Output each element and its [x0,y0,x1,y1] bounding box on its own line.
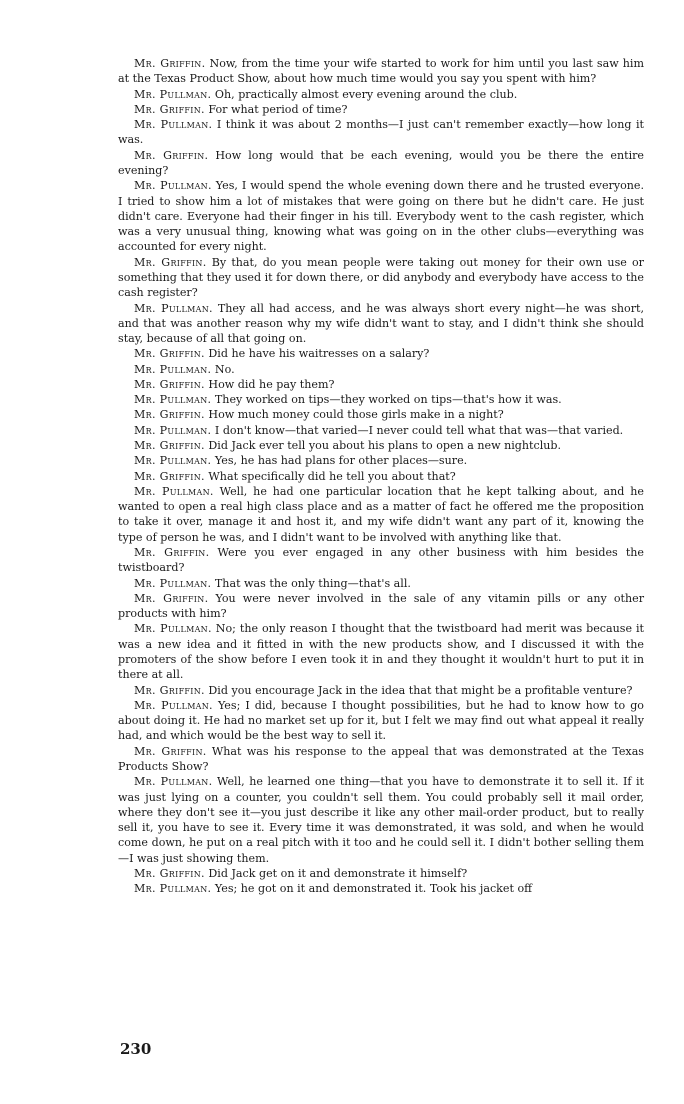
testimony-paragraph [118,744,644,775]
speaker-name: Mr. Pullman. [134,882,212,896]
transcript-body [118,56,644,896]
speaker-name: Mr. Griffin. [134,347,205,361]
testimony-text: Yes, he has had plans for other places—sure. [214,454,468,468]
testimony-paragraph [118,591,644,622]
testimony-text: Yes, I would spend the whole evening down there and he trusted everyone. I tried to show him a lot of mistakes that were going on there but he didn't care. He just didn't care. Everyone had their finger in his till. Everybody went to the cash register, which was a very unusual thing, knowing what was going on in the other clubs—everything was accounted for every night. [118,179,644,254]
testimony-text: Yes; he got on it and demonstrated it. Took his jacket off [214,882,533,896]
testimony-text: Yes; I did, because I thought possibilities, but he had to know how to go about doing it. He had no market set up for it, but I felt we may find out what appeal it really had, and which would be the best way to sell it. [118,698,644,743]
speaker-name: Mr. Pullman. [134,87,212,101]
testimony-paragraph [118,301,644,347]
testimony-text: How much money could those girls make in a night? [208,408,504,422]
testimony-text: What specifically did he tell you about that? [208,469,456,483]
speaker-name: Mr. Griffin. [134,408,205,422]
testimony-paragraph [118,423,644,438]
testimony-paragraph [118,621,644,682]
testimony-paragraph [118,102,644,117]
testimony-paragraph [118,545,644,576]
testimony-paragraph [118,56,644,87]
testimony-paragraph [118,438,644,453]
speaker-name: Mr. Griffin. [134,683,205,697]
testimony-text: Now, from the time your wife started to work for him until you last saw him at the Texas Product Show, about how much time would you say you spent with him? [118,57,644,86]
testimony-text: What was his response to the appeal that was demonstrated at the Texas Products Show? [118,744,644,773]
testimony-text: No; the only reason I thought that the twistboard had merit was because it was a new idea and it fitted in with the new products show, and I discussed it with the promoters of the show before I even took it in and they thought it wouldn't hurt to put it in there at all. [118,622,644,682]
speaker-name: Mr. Pullman. [134,775,213,789]
speaker-name: Mr. Griffin. [134,866,205,880]
speaker-name: Mr. Pullman. [134,423,212,437]
testimony-text: Did you encourage Jack in the idea that that might be a profitable venture? [208,683,633,697]
testimony-text: Oh, practically almost every evening around the club. [214,87,518,101]
testimony-paragraph [118,407,644,422]
testimony-paragraph [118,255,644,301]
speaker-name: Mr. Griffin. [134,148,209,162]
testimony-paragraph [118,698,644,744]
speaker-name: Mr. Pullman. [134,118,213,132]
testimony-text: No. [214,362,235,376]
speaker-name: Mr. Pullman. [134,179,212,193]
testimony-text: They worked on tips—they worked on tips—that's how it was. [214,393,562,407]
testimony-text: You were never involved in the sale of any vitamin pills or any other products with him? [118,591,645,621]
testimony-paragraph [118,484,644,545]
testimony-text: By that, do you mean people were taking out money for their own use or something that they used it for down there, or did anybody and everybody have access to the cash register? [118,255,644,300]
testimony-text: How did he pay them? [208,377,335,391]
testimony-text: Well, he had one particular location that he kept talking about, and he wanted to open a real high class place and as a matter of fact he offered me the proposition to take it over, manage it and host it, and my wife didn't want any part of it, knowing the type of person he was, and I didn't want to be involved with anything like that. [118,484,644,544]
speaker-name: Mr. Griffin. [134,439,205,453]
speaker-name: Mr. Pullman. [134,454,212,468]
testimony-paragraph [118,87,644,102]
speaker-name: Mr. Griffin. [134,744,207,758]
testimony-paragraph [118,377,644,392]
testimony-text: Were you ever engaged in any other business with him besides the twistboard? [118,546,644,575]
testimony-text: Well, he learned one thing—that you have to demonstrate it to sell it. If it was just lying on a counter, you couldn't sell them. You could probably sell it mail order, where they don't see it—you just describe it like any other mail-order product, but to really sell it, you have to see it. Every time it was demonstrated, it was sold, and when he would come down, he put on a real pitch with it too and he could sell it. I didn't bother selling them—I was just showing them. [118,775,645,865]
testimony-text: Did Jack get on it and demonstrate it himself? [208,866,468,880]
speaker-name: Mr. Griffin. [134,546,210,559]
speaker-name: Mr. Pullman. [134,698,213,712]
testimony-paragraph [118,576,644,591]
testimony-text: How long would that be each evening, would you be there the entire evening? [118,148,645,177]
testimony-paragraph [118,178,644,254]
speaker-name: Mr. Griffin. [134,469,205,483]
speaker-name: Mr. Pullman. [134,301,213,315]
speaker-name: Mr. Griffin. [134,591,209,605]
speaker-name: Mr. Griffin. [134,377,205,391]
speaker-name: Mr. Pullman. [134,393,212,407]
speaker-name: Mr. Griffin. [134,255,207,269]
testimony-paragraph [118,362,644,377]
speaker-name: Mr. Pullman. [134,362,212,376]
testimony-paragraph [118,866,644,881]
testimony-text: I think it was about 2 months—I just can't remember exactly—how long it was. [118,118,644,147]
speaker-name: Mr. Pullman. [134,622,212,636]
testimony-paragraph [118,469,644,484]
testimony-paragraph [118,346,644,361]
testimony-text: They all had access, and he was always short every night—he was short, and that was another reason why my wife didn't want to stay, and I didn't think she should stay, because of all that going on. [118,301,644,346]
testimony-paragraph [118,774,644,866]
testimony-text: For what period of time? [208,102,348,116]
testimony-paragraph [118,453,644,468]
testimony-paragraph [118,683,644,698]
testimony-text: Did Jack ever tell you about his plans to open a new nightclub. [208,439,562,453]
speaker-name: Mr. Griffin. [134,102,205,116]
testimony-paragraph [118,117,644,148]
testimony-paragraph [118,881,644,896]
testimony-text: I don't know—that varied—I never could tell what that was—that varied. [214,423,624,437]
page-number: 230 [120,1040,152,1058]
testimony-text: Did he have his waitresses on a salary? [208,347,430,361]
testimony-paragraph [118,392,644,407]
testimony-paragraph [118,148,644,179]
speaker-name: Mr. Griffin. [134,57,206,70]
speaker-name: Mr. Pullman. [134,484,214,498]
testimony-text: That was the only thing—that's all. [214,576,411,590]
speaker-name: Mr. Pullman. [134,576,212,590]
